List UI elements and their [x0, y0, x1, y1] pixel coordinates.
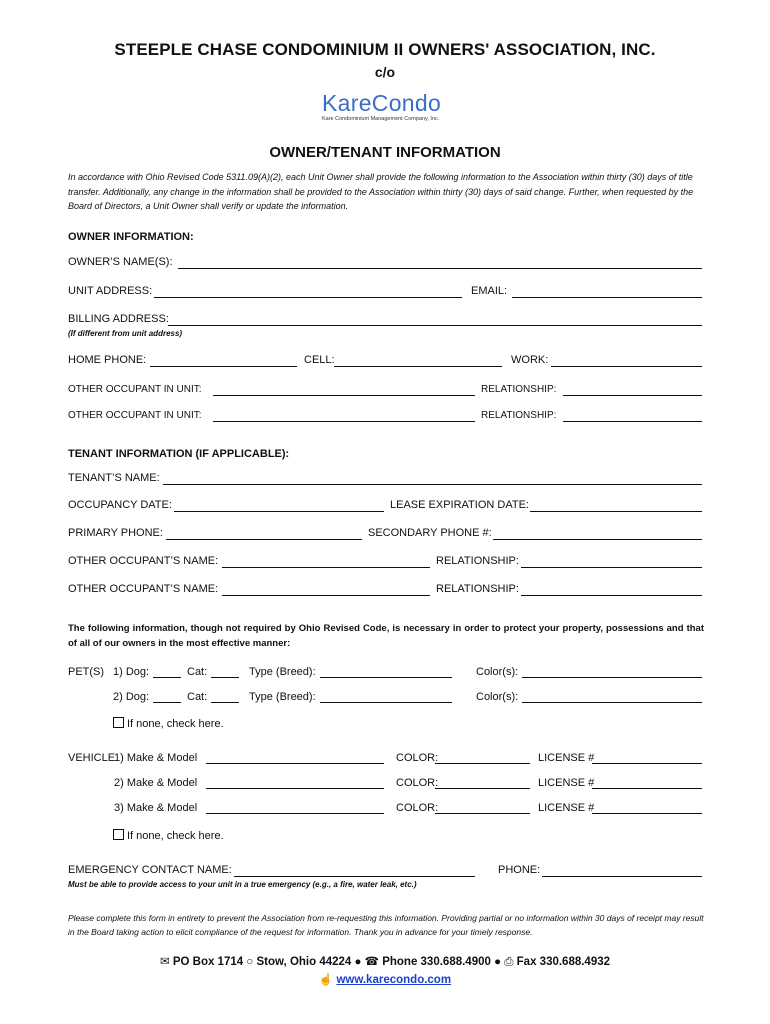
vehicle-color-label-2: COLOR: — [396, 777, 439, 789]
tenant-other-occupant-field-1[interactable] — [222, 567, 430, 568]
cat-label-2: Cat: — [187, 691, 208, 703]
license-label-1: LICENSE # — [538, 752, 595, 764]
cat-field-2[interactable] — [211, 702, 239, 703]
karecondo-logo — [320, 90, 450, 124]
license-field-2[interactable] — [592, 788, 702, 789]
other-occupant-field-1[interactable] — [213, 395, 475, 396]
po-box: PO Box 1714 — [172, 956, 244, 968]
tenant-other-occupant-field-2[interactable] — [222, 595, 430, 596]
other-occupant-label-2: OTHER OCCUPANT IN UNIT: — [68, 410, 202, 421]
contact-footer — [0, 954, 770, 969]
no-vehicle-label: If none, check here. — [127, 830, 224, 842]
occupancy-date-label: OCCUPANCY DATE: — [68, 499, 172, 511]
emergency-contact-field[interactable] — [234, 876, 475, 877]
license-field-3[interactable] — [592, 813, 702, 814]
city-state: Stow, Ohio 44224 — [256, 956, 352, 968]
no-pets-label: If none, check here. — [127, 718, 224, 730]
vehicle-color-label-1: COLOR: — [396, 752, 439, 764]
cell-label: CELL: — [304, 354, 335, 366]
cell-field[interactable] — [334, 366, 502, 367]
breed-field-1[interactable] — [320, 677, 452, 678]
billing-note: (If different from unit address) — [68, 329, 183, 338]
tenant-other-occupant-label-1: OTHER OCCUPANT’S NAME: — [68, 555, 219, 567]
tenant-section-heading: TENANT INFORMATION (IF APPLICABLE): — [68, 448, 290, 460]
logo-wordmark: KareCondo — [322, 90, 442, 116]
vehicle-color-field-3[interactable] — [435, 813, 530, 814]
email-field[interactable] — [512, 297, 702, 298]
other-occupant-label-1: OTHER OCCUPANT IN UNIT: — [68, 384, 202, 395]
website-line — [0, 972, 770, 986]
intro-paragraph: In accordance with Ohio Revised Code 5311.09(A)(2), each Unit Owner shall provide the following information to the Association within thirty (30) days of title transfer. Additionally, any change in the information shall be provided to the Association within thirty (30) days of said change. Further, when requested by the Board of Directors, a Unit Owner shall verify or update the information. — [68, 172, 694, 211]
fax-icon: ⎙ — [504, 956, 514, 968]
tenant-relationship-label-1: RELATIONSHIP: — [436, 555, 519, 567]
lease-expiration-field[interactable] — [530, 511, 702, 512]
cat-label-1: Cat: — [187, 666, 208, 678]
work-label: WORK: — [511, 354, 549, 366]
care-of-label: c/o — [374, 64, 396, 80]
association-title: STEEPLE CHASE CONDOMINIUM II OWNERS' ASSOCIATION, INC. — [114, 40, 656, 59]
owner-names-label: OWNER’S NAME(S): — [68, 256, 173, 268]
billing-address-label: BILLING ADDRESS: — [68, 313, 169, 325]
unit-address-field[interactable] — [154, 297, 462, 298]
pets-label: PET(S) — [68, 666, 105, 678]
make-model-field-2[interactable] — [206, 788, 384, 789]
license-field-1[interactable] — [592, 763, 702, 764]
make-model-field-3[interactable] — [206, 813, 384, 814]
make-model-label-3: 3) Make & Model — [114, 802, 198, 814]
no-vehicle-option[interactable] — [113, 829, 224, 842]
other-occupant-field-2[interactable] — [213, 421, 475, 422]
no-pets-checkbox[interactable] — [113, 717, 124, 728]
email-label: EMAIL: — [471, 285, 508, 297]
form-title: OWNER/TENANT INFORMATION — [269, 144, 501, 161]
primary-phone-field[interactable] — [166, 539, 362, 540]
tenant-relationship-field-1[interactable] — [521, 567, 702, 568]
home-phone-field[interactable] — [150, 366, 297, 367]
bullet-icon: ● — [354, 956, 362, 968]
secondary-phone-label: SECONDARY PHONE #: — [368, 527, 492, 539]
emergency-note: Must be able to provide access to your unit in a true emergency (e.g., a fire, water leak, etc.) — [68, 880, 417, 889]
no-pets-option[interactable] — [113, 717, 224, 730]
dog-field-2[interactable] — [153, 702, 181, 703]
tenant-other-occupant-label-2: OTHER OCCUPANT’S NAME: — [68, 583, 219, 595]
secondary-phone-field[interactable] — [493, 539, 702, 540]
pointing-hand-icon: ☝ — [318, 974, 334, 986]
billing-address-field[interactable] — [168, 325, 702, 326]
fax-number: Fax 330.688.4932 — [516, 956, 611, 968]
occupancy-date-field[interactable] — [174, 511, 384, 512]
unit-address-label: UNIT ADDRESS: — [68, 285, 153, 297]
primary-phone-label: PRIMARY PHONE: — [68, 527, 163, 539]
relationship-label-1: RELATIONSHIP: — [481, 384, 557, 395]
pet-color-field-2[interactable] — [522, 702, 702, 703]
additional-info-notice: The following information, though not required by Ohio Revised Code, is necessary in order to protect your property, possessions and that of all of our owners in the most effective manner: — [68, 623, 704, 649]
emergency-phone-label: PHONE: — [498, 864, 541, 876]
license-label-3: LICENSE # — [538, 802, 595, 814]
relationship-field-2[interactable] — [563, 421, 702, 422]
bullet-icon: ● — [494, 956, 502, 968]
website-link[interactable]: www.karecondo.com — [336, 974, 452, 986]
breed-label-2: Type (Breed): — [249, 691, 316, 703]
vehicle-label: VEHICLE — [68, 752, 116, 764]
dog-label-2: 2) Dog: — [113, 691, 150, 703]
vehicle-color-field-1[interactable] — [435, 763, 530, 764]
phone-icon: ☎ — [364, 956, 379, 968]
relationship-label-2: RELATIONSHIP: — [481, 410, 557, 421]
lease-expiration-label: LEASE EXPIRATION DATE: — [390, 499, 529, 511]
pet-color-field-1[interactable] — [522, 677, 702, 678]
tenant-name-field[interactable] — [163, 484, 702, 485]
envelope-icon: ✉ — [159, 956, 170, 968]
vehicle-color-label-3: COLOR: — [396, 802, 439, 814]
owner-section-heading: OWNER INFORMATION: — [68, 231, 194, 243]
make-model-label-1: 1) Make & Model — [114, 752, 198, 764]
license-label-2: LICENSE # — [538, 777, 595, 789]
separator-circle-icon: ○ — [246, 956, 254, 968]
dog-field-1[interactable] — [153, 677, 181, 678]
tenant-relationship-field-2[interactable] — [521, 595, 702, 596]
pet-color-label-1: Color(s): — [476, 666, 519, 678]
home-phone-label: HOME PHONE: — [68, 354, 147, 366]
logo-tagline: Kare Condominium Management Company, Inc. — [322, 116, 440, 122]
work-field[interactable] — [551, 366, 702, 367]
cat-field-1[interactable] — [211, 677, 239, 678]
make-model-label-2: 2) Make & Model — [114, 777, 198, 789]
vehicle-color-field-2[interactable] — [435, 788, 530, 789]
dog-label-1: 1) Dog: — [113, 666, 150, 678]
tenant-relationship-label-2: RELATIONSHIP: — [436, 583, 519, 595]
emergency-phone-field[interactable] — [542, 876, 702, 877]
make-model-field-1[interactable] — [206, 763, 384, 764]
tenant-name-label: TENANT’S NAME: — [68, 472, 160, 484]
owner-names-field[interactable] — [178, 268, 702, 269]
pet-color-label-2: Color(s): — [476, 691, 519, 703]
breed-label-1: Type (Breed): — [249, 666, 316, 678]
no-vehicle-checkbox[interactable] — [113, 829, 124, 840]
closing-paragraph: Please complete this form in entirety to prevent the Association from re-requesting this information. Providing partial or no information within 30 days of receipt may result in the Board taking action to elicit compliance of the request for information. Thank you in advance for your timely response. — [68, 913, 704, 937]
phone-number: Phone 330.688.4900 — [382, 956, 491, 968]
breed-field-2[interactable] — [320, 702, 452, 703]
emergency-contact-label: EMERGENCY CONTACT NAME: — [68, 864, 232, 876]
relationship-field-1[interactable] — [563, 395, 702, 396]
